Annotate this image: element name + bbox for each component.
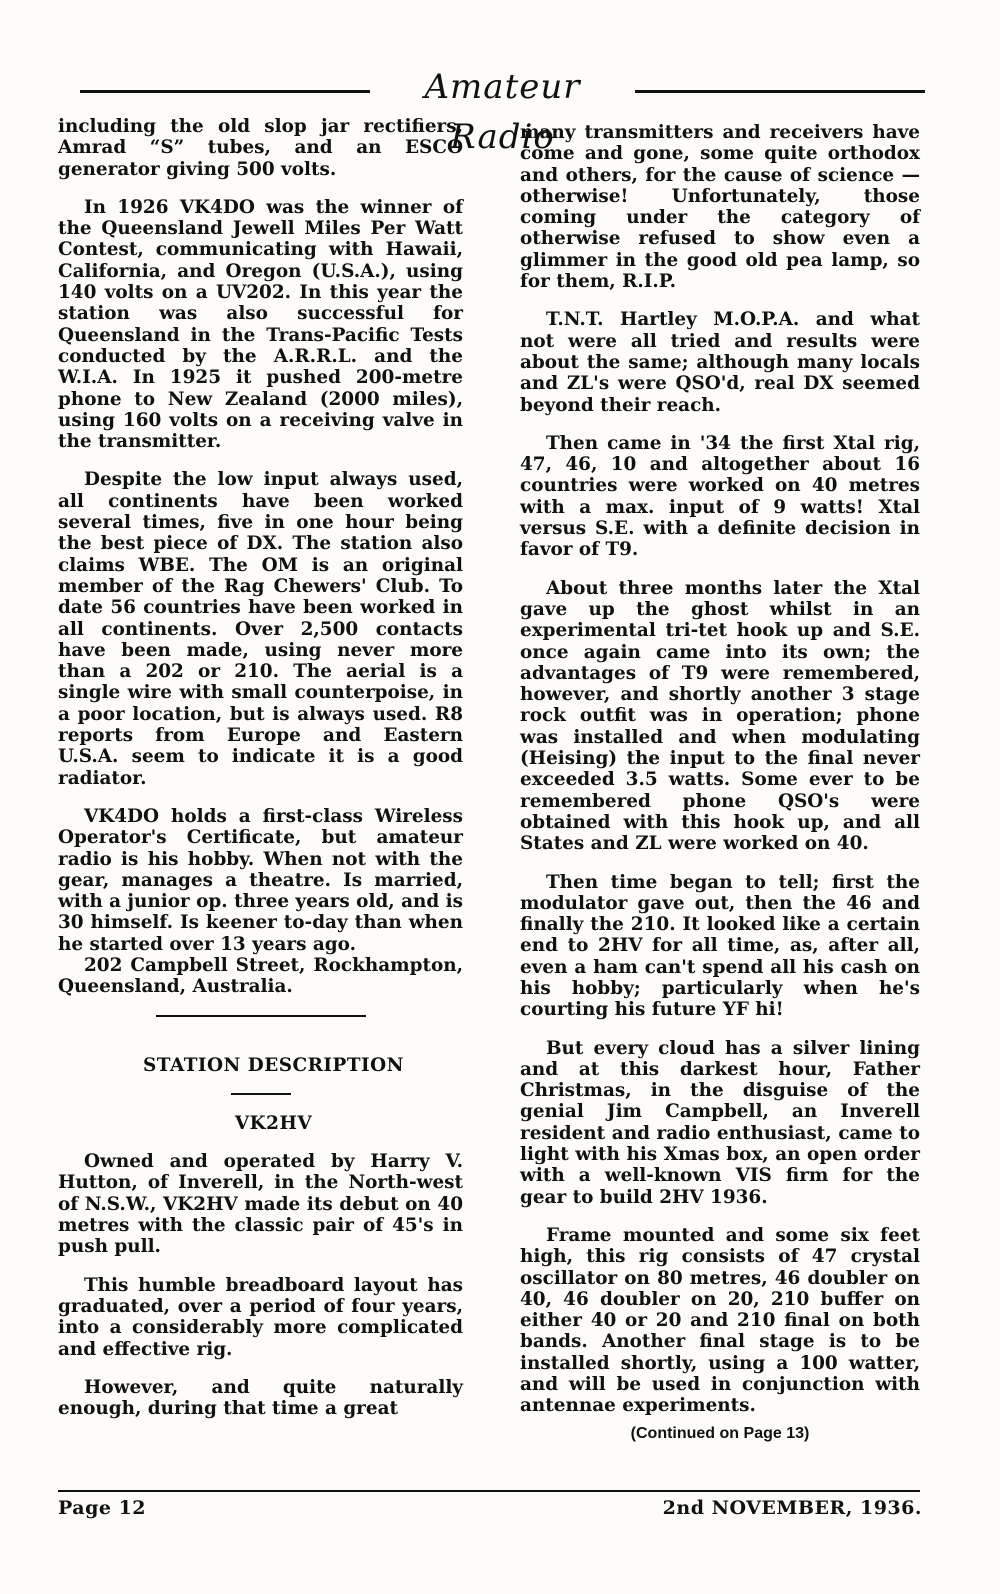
paragraph: T.N.T. Hartley M.O.P.A. and what not were all tried and results were about the same; although many locals and ZL's were QSO'd, real DX seemed beyond their reach. — [520, 309, 920, 416]
paragraph: In 1926 VK4DO was the winner of the Queensland Jewell Miles Per Watt Contest, communicating with Hawaii, California, and Oregon (U.S.A.), using 140 volts on a UV202. In this year the station was also successful for Queensland in the Trans-Pacific Tests conducted by the A.R.R.L. and the W.I.A. In 1925 it pushed 200-metre phone to New Zealand (2000 miles), using 160 volts on a receiving valve in the transmitter. — [58, 196, 463, 453]
paragraph: This humble breadboard layout has graduated, over a period of four years, into a considerably more complicated and effective rig. — [58, 1274, 463, 1360]
paragraph: Then time began to tell; first the modulator gave out, then the 46 and finally the 210. It looked like a certain end to 2HV for all time, as, after all, even a ham can't spend all his cash on his hobby; particularly when he's courting his future YF hi! — [520, 871, 920, 1021]
section-heading: STATION DESCRIPTION — [143, 1054, 404, 1076]
masthead-rule-left — [80, 90, 370, 93]
section-divider — [156, 1015, 366, 1017]
station-heading: VK2HV — [234, 1112, 313, 1134]
paragraph: VK4DO holds a first-class Wireless Operator's Certificate, but amateur radio is his hobby. When not with the gear, manages a theatre. Is married, with a junior op. three years old, and is 30 himself. Is keener to-day than when he started over 13 years ago. — [58, 805, 463, 955]
paragraph: Frame mounted and some six feet high, this rig consists of 47 crystal oscillator on 80 metres, 46 doubler on 40, 46 doubler on 20, 210 buffer on either 40 or 20 and 210 final on both bands. Another final stage is to be installed shortly, using a 100 watter, and will be used in conjunction with antennae experiments. — [520, 1224, 920, 1417]
address-paragraph: 202 Campbell Street, Rockhampton, Queensland, Australia. — [58, 954, 463, 998]
continued-note: (Continued on Page 13) — [630, 1424, 810, 1442]
heading-divider — [231, 1093, 291, 1095]
masthead-title: Amateur Radio — [424, 67, 581, 157]
paragraph: But every cloud has a silver lining and at this darkest hour, Father Christmas, in the disguise of the genial Jim Campbell, an Inverell resident and radio enthusiast, came to light with his Xmas box, an open order with a well-known VIS firm for the gear to build 2HV 1936. — [520, 1037, 920, 1208]
left-column — [58, 116, 463, 1419]
right-column — [520, 122, 920, 1444]
paragraph: About three months later the Xtal gave up the ghost whilst in an experimental tri-tet hook up and S.E. once again came into its own; the advantages of T9 were remembered, however, and shortly another 3 stage rock outfit was in operation; phone was installed and when modulating (Heising) the input to the final never exceeded 3.5 watts. Some ever to be remembered phone QSO's were obtained with this hook up, and all States and ZL were worked on 40. — [520, 577, 920, 855]
paragraph: Owned and operated by Harry V. Hutton, of Inverell, in the North-west of N.S.W., VK2HV made its debut on 40 metres with the classic pair of 45's in push pull. — [58, 1151, 463, 1258]
masthead-rule-right — [635, 90, 925, 93]
paragraph: However, and quite naturally enough, during that time a great — [58, 1376, 463, 1420]
paragraph: many transmitters and receivers have come and gone, some quite orthodox and others, for the cause of science — otherwise! Unfortunately, those coming under the category of otherwise refused to show even a glimmer in the good old pea lamp, so for them, R.I.P. — [520, 122, 920, 293]
footer-rule — [58, 1490, 920, 1492]
paragraph: Despite the low input always used, all continents have been worked several times, five in one hour being the best piece of DX. The station also claims WBE. The OM is an original member of the Rag Chewers' Club. To date 56 countries have been worked in all continents. Over 2,500 contacts have been made, using never more than a 202 or 210. The aerial is a single wire with small counterpoise, in a poor location, but is always used. R8 reports from Europe and Eastern U.S.A. seem to indicate it is a good radiator. — [58, 469, 463, 789]
issue-date: 2nd NOVEMBER, 1936. — [662, 1497, 922, 1519]
paragraph: including the old slop jar rectifiers, Amrad “S” tubes, and an ESCO generator giving 500 volts. — [58, 116, 463, 180]
paragraph: Then came in '34 the first Xtal rig, 47, 46, 10 and altogether about 16 countries were worked on 40 metres with a max. input of 9 watts! Xtal versus S.E. with a definite decision in favor of T9. — [520, 432, 920, 561]
page-number: Page 12 — [58, 1497, 147, 1519]
